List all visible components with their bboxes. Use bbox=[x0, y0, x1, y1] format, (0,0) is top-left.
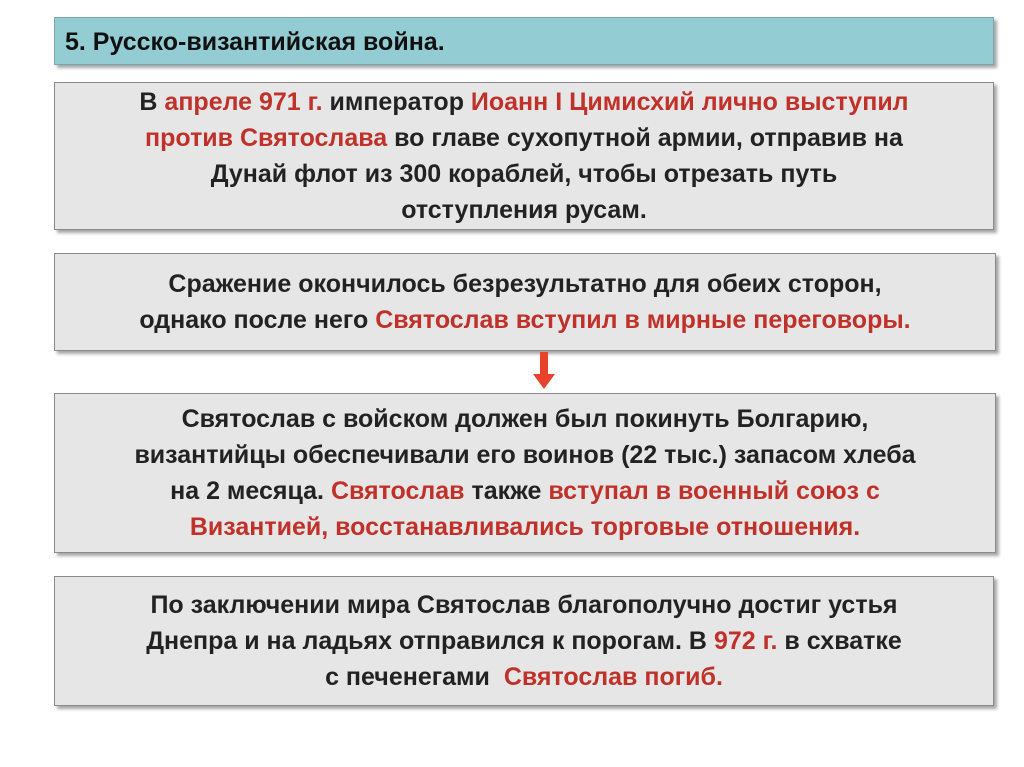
box4-text: Днепра и на ладьях отправился к порогам. В bbox=[146, 627, 714, 655]
box4-line-2 bbox=[146, 623, 902, 659]
text-box-2-paragraph bbox=[139, 266, 910, 338]
box4-line-3 bbox=[146, 659, 902, 695]
text-box-1 bbox=[54, 82, 994, 230]
text-box-3 bbox=[54, 393, 996, 553]
box1-highlight-svyatoslav: против Святослава bbox=[145, 124, 388, 152]
box1-highlight-emperor: Иоанн I Цимисхий лично выступил bbox=[470, 88, 909, 116]
box3-highlight-svyatoslav: Святослав bbox=[330, 477, 465, 505]
box3-line-1: Святослав с войском должен был покинуть Болгарию, bbox=[181, 405, 869, 433]
box2-highlight-negotiations: Святослав вступил в мирные переговоры. bbox=[375, 306, 911, 334]
box3-line-4: Византией, восстанавливались торговые отношения. bbox=[189, 513, 861, 541]
box1-highlight-date: апреле 971 г. bbox=[164, 88, 323, 116]
box1-text: император bbox=[322, 88, 471, 116]
box3-text: также bbox=[464, 477, 549, 505]
box4-line-1: По заключении мира Святослав благополучно достиг устья bbox=[150, 591, 898, 619]
box4-text: с печенегами bbox=[325, 663, 504, 691]
box1-line-4: отступления русам. bbox=[401, 196, 647, 224]
box2-line-1: Сражение окончилось безрезультатно для обеих сторон, bbox=[168, 270, 882, 298]
box4-text: в схватке bbox=[777, 627, 902, 655]
text-box-1-paragraph bbox=[139, 84, 908, 228]
down-arrow-icon bbox=[533, 352, 555, 390]
text-box-4 bbox=[54, 576, 994, 706]
box1-line-2 bbox=[139, 120, 908, 156]
title-bar bbox=[54, 17, 994, 65]
box2-text: однако после него bbox=[139, 306, 376, 334]
box3-highlight-alliance: вступал в военный союз с bbox=[548, 477, 880, 505]
text-box-4-paragraph bbox=[146, 587, 902, 695]
text-box-2 bbox=[54, 253, 996, 351]
box4-highlight-date: 972 г. bbox=[713, 627, 778, 655]
text-box-3-paragraph bbox=[134, 401, 915, 545]
box4-highlight-death: Святослав погиб. bbox=[503, 663, 723, 691]
box2-line-2 bbox=[139, 302, 910, 338]
box1-line-1 bbox=[139, 84, 908, 120]
box3-line-2: византийцы обеспечивали его воинов (22 тыс.) запасом хлеба bbox=[134, 441, 916, 469]
box1-text: В bbox=[139, 88, 165, 116]
box3-line-3 bbox=[134, 473, 915, 509]
slide-title: 5. Русско-византийская война. bbox=[65, 28, 445, 56]
box3-text: на 2 месяца. bbox=[170, 477, 331, 505]
box1-text: во главе сухопутной армии, отправив на bbox=[387, 124, 903, 152]
box1-line-3: Дунай флот из 300 кораблей, чтобы отрезать путь bbox=[210, 160, 838, 188]
